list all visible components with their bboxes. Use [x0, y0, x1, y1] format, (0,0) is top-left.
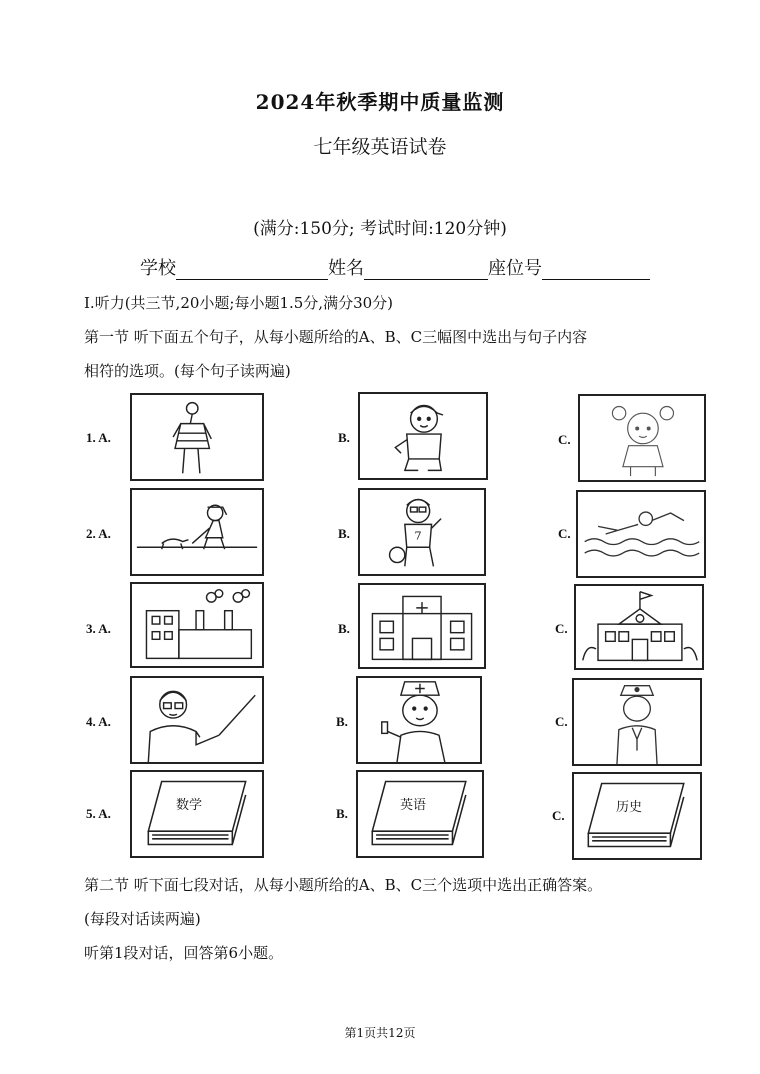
q1-c-label: C.	[558, 432, 571, 447]
name-label: 姓名	[328, 258, 364, 279]
part1-instructions-line1: 第一节 听下面五个句子，从每小题所给的A、B、C三幅图中选出与句子内容	[84, 328, 588, 346]
school-label: 学校	[140, 258, 176, 279]
svg-text:7: 7	[414, 528, 422, 543]
q2-c-label: C.	[558, 526, 571, 541]
q4-b-label: B.	[336, 714, 348, 729]
q4-option-b-nurse-image[interactable]	[356, 676, 482, 764]
page-footer: 第1页共12页	[344, 1026, 416, 1040]
seat-label: 座位号	[488, 258, 542, 279]
q4-label: 4. A.	[86, 714, 111, 729]
q4-option-c-police-image[interactable]	[572, 678, 702, 766]
exam-subtitle: 七年级英语试卷	[313, 136, 447, 158]
q3-b-label: B.	[338, 621, 350, 636]
q2-option-a-walking-dog-image[interactable]	[130, 488, 264, 576]
name-blank[interactable]	[364, 261, 488, 280]
q5-b-label: B.	[336, 806, 348, 821]
q2-b-label: B.	[338, 526, 350, 541]
exam-title: 2024年秋季期中质量监测	[255, 90, 505, 114]
part2-instructions-line1: 第二节 听下面七段对话，从每小题所给的A、B、C三个选项中选出正确答案。	[84, 876, 603, 894]
q3-option-a-factory-image[interactable]	[130, 582, 264, 668]
q1-b-label: B.	[338, 430, 350, 445]
part2-instructions-line3: 听第1段对话，回答第6小题。	[84, 944, 284, 962]
q5-option-b-english-book-image[interactable]	[356, 770, 484, 858]
q1-label: 1. A.	[86, 430, 111, 445]
q4-option-a-teacher-image[interactable]	[130, 676, 264, 764]
q2-option-c-swimming-image[interactable]	[576, 490, 706, 578]
q5-b-book-title: 英语	[400, 798, 427, 813]
q5-option-a-math-book-image[interactable]	[130, 770, 264, 858]
q1-option-b-boy-image[interactable]	[358, 392, 488, 480]
q5-c-label: C.	[552, 808, 565, 823]
score-info: (满分:150分; 考试时间:120分钟)	[253, 219, 507, 239]
q2-option-b-basketball-image[interactable]	[358, 488, 486, 576]
q5-a-book-title: 数学	[176, 798, 203, 813]
section-heading: I.听力(共三节,20小题;每小题1.5分,满分30分)	[84, 294, 394, 312]
student-info-line	[140, 254, 650, 280]
q1-option-a-woman-image[interactable]	[130, 393, 264, 481]
part1-instructions-line2: 相符的选项。(每个句子读两遍)	[84, 362, 291, 380]
q4-c-label: C.	[555, 714, 568, 729]
q3-label: 3. A.	[86, 621, 111, 636]
q3-option-c-school-image[interactable]	[574, 584, 704, 670]
q3-c-label: C.	[555, 621, 568, 636]
q5-option-c-history-book-image[interactable]	[572, 772, 702, 860]
q3-option-b-hospital-image[interactable]	[358, 583, 486, 669]
q5-c-book-title: 历史	[616, 800, 643, 815]
school-blank[interactable]	[176, 261, 328, 280]
q1-option-c-girl-image[interactable]	[578, 394, 706, 482]
part2-instructions-line2: (每段对话读两遍)	[84, 910, 201, 928]
q5-label: 5. A.	[86, 806, 111, 821]
q2-label: 2. A.	[86, 526, 111, 541]
seat-blank[interactable]	[542, 261, 650, 280]
